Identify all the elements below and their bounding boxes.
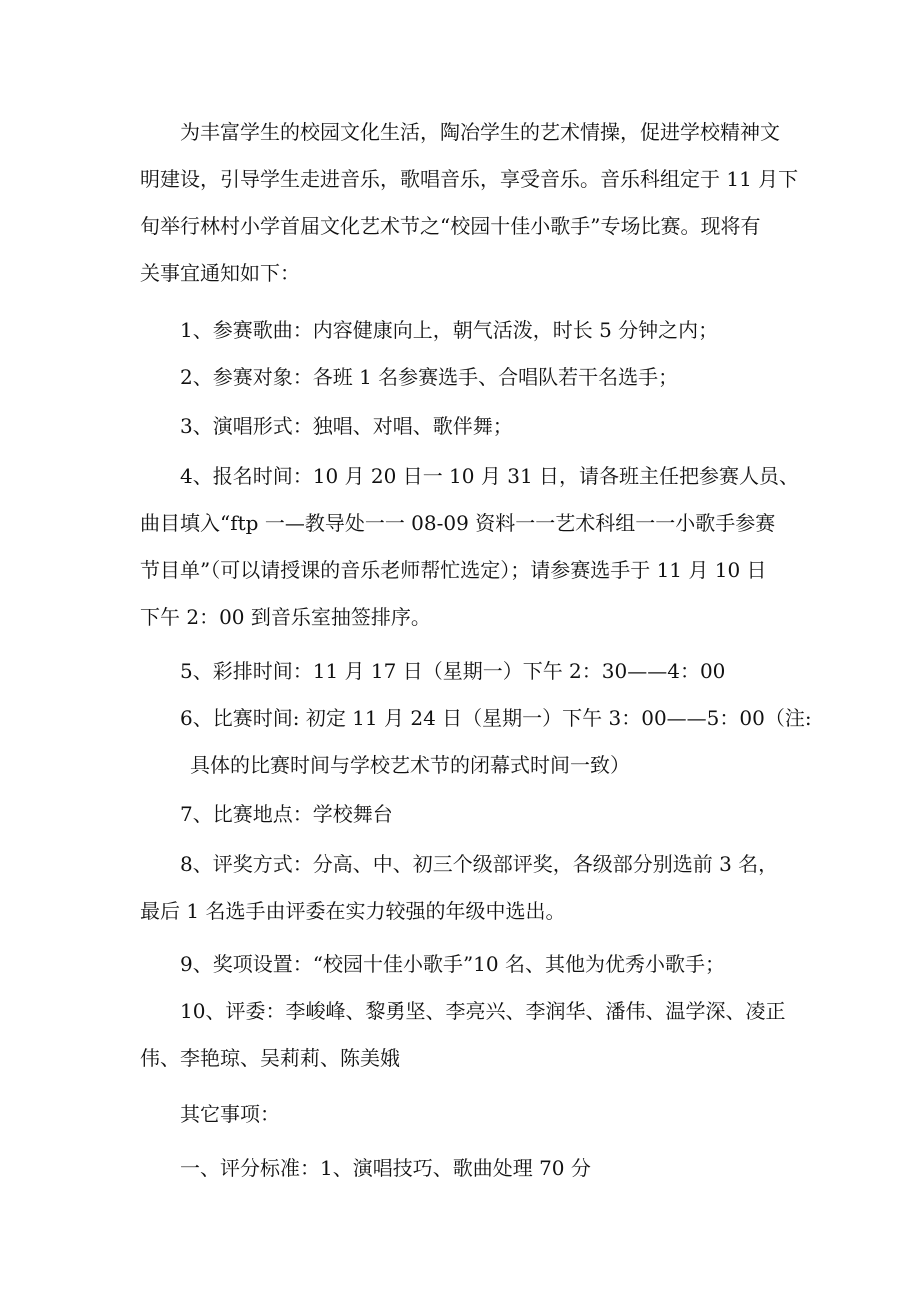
item-10-line-2: 伟、李艳琼、吴莉莉、陈美娥 xyxy=(140,1046,400,1070)
item-2: 2、参赛对象：各班 1 名参赛选手、合唱队若干名选手； xyxy=(180,365,679,389)
item-6-line-2: 具体的比赛时间与学校艺术节的闭幕式时间一致） xyxy=(190,753,630,777)
scoring-criteria-line: 一、评分标准：1、演唱技巧、歌曲处理 70 分 xyxy=(180,1156,591,1180)
item-8-line-1: 8、评奖方式：分高、中、初三个级部评奖，各级部分别选前 3 名， xyxy=(180,852,779,876)
intro-line-2: 明建设，引导学生走进音乐，歌唱音乐，享受音乐。音乐科组定于 11 月下 xyxy=(140,167,799,191)
other-matters-heading: 其它事项： xyxy=(180,1102,280,1126)
item-7: 7、比赛地点：学校舞台 xyxy=(180,802,393,826)
intro-line-4: 关事宜通知如下： xyxy=(140,261,300,285)
item-4-line-1: 4、报名时间：10 月 20 日一 10 月 31 日，请各班主任把参赛人员、 xyxy=(180,464,800,488)
item-4-line-2: 曲目填入“ftp 一—教导处一一 08-09 资料一一艺术科组一一小歌手参赛 xyxy=(140,511,776,535)
intro-line-3: 旬举行林村小学首届文化艺术节之“校园十佳小歌手”专场比赛。现将有 xyxy=(140,214,761,238)
intro-line-1: 为丰富学生的校园文化生活，陶冶学生的艺术情操，促进学校精神文 xyxy=(180,120,780,144)
item-8-line-2: 最后 1 名选手由评委在实力较强的年级中选出。 xyxy=(140,899,566,923)
item-9: 9、奖项设置：“校园十佳小歌手”10 名、其他为优秀小歌手； xyxy=(180,952,725,976)
item-4-line-4: 下午 2：00 到音乐室抽签排序。 xyxy=(140,605,431,629)
item-5: 5、彩排时间：11 月 17 日（星期一）下午 2：30——4：00 xyxy=(180,659,726,683)
item-6-line-1: 6、比赛时间: 初定 11 月 24 日（星期一）下午 3：00——5：00（注: xyxy=(180,706,812,730)
item-4-line-3: 节目单”（可以请授课的音乐老师帮忙选定）；请参赛选手于 11 月 10 日 xyxy=(140,558,767,582)
item-1: 1、参赛歌曲：内容健康向上，朝气活泼，时长 5 分钟之内； xyxy=(180,318,719,342)
item-10-line-1: 10、评委：李峻峰、黎勇坚、李亮兴、李润华、潘伟、温学深、凌正 xyxy=(180,999,786,1023)
item-3: 3、演唱形式：独唱、对唱、歌伴舞； xyxy=(180,414,513,438)
